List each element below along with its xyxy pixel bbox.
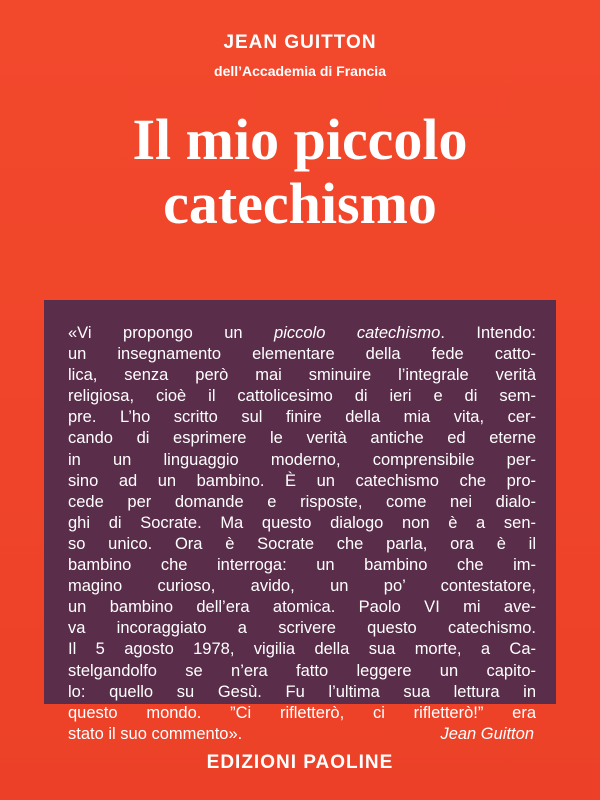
author-name: JEAN GUITTON (223, 32, 377, 53)
blurb-line: so unico. Ora è Socrate che parla, ora è il (68, 534, 536, 553)
publisher-name: EDIZIONI PAOLINE (206, 752, 394, 773)
blurb-line: magino curioso, avido, un po’ contestatore, (68, 577, 536, 596)
blurb-line: questo mondo. ”Ci rifletterò, ci rifletterò!” era (68, 703, 536, 722)
title-line-1: Il mio piccolo (132, 107, 468, 172)
blurb-line: un bambino dell’era atomica. Paolo VI mi ave- (68, 598, 536, 617)
book-title (0, 108, 600, 236)
author-affiliation: dell’Accademia di Francia (214, 63, 386, 79)
blurb-line: ghi di Socrate. Ma questo dialogo non è a sen- (68, 513, 536, 532)
blurb-line (68, 323, 536, 344)
blurb-last-line (68, 724, 536, 745)
blurb-line: in un linguaggio moderno, comprensibile per- (68, 450, 536, 469)
title-line-2: catechismo (163, 171, 437, 236)
blurb-line: un insegnamento elementare della fede catto- (68, 345, 536, 364)
blurb-line: lica, senza però mai sminuire l’integrale verità (68, 366, 536, 385)
blurb-line: Il 5 agosto 1978, vigilia della sua morte, a Ca- (68, 640, 536, 659)
blurb-line-1-start: «Vi propongo un (68, 324, 275, 342)
blurb-line-1-end: . Intendo: (440, 324, 536, 342)
blurb-line: cando di esprimere le verità antiche ed eterne (68, 429, 536, 448)
blurb-emphasis: piccolo catechismo (274, 324, 441, 342)
blurb-line: cede per domande e risposte, come nei dialo- (68, 492, 536, 511)
blurb-line: va incoraggiato a scrivere questo catechismo. (68, 619, 536, 638)
blurb-box (44, 300, 556, 743)
blurb-signature: Jean Guitton (440, 724, 534, 743)
blurb-line: bambino che interroga: un bambino che im- (68, 556, 536, 575)
blurb-line: lo: quello su Gesù. Fu l’ultima sua lettura in (68, 682, 536, 701)
blurb-line: sino ad un bambino. È un catechismo che pro- (68, 471, 536, 490)
blurb-line: religiosa, cioè il cattolicesimo di ieri e di sem- (68, 387, 536, 406)
blurb-line: stelgandolfo se n’era fatto leggere un capito- (68, 661, 536, 680)
blurb-line: pre. L’ho scritto sul finire della mia vita, cer- (68, 408, 536, 427)
blurb-closing-text: stato il suo commento». (68, 724, 243, 743)
